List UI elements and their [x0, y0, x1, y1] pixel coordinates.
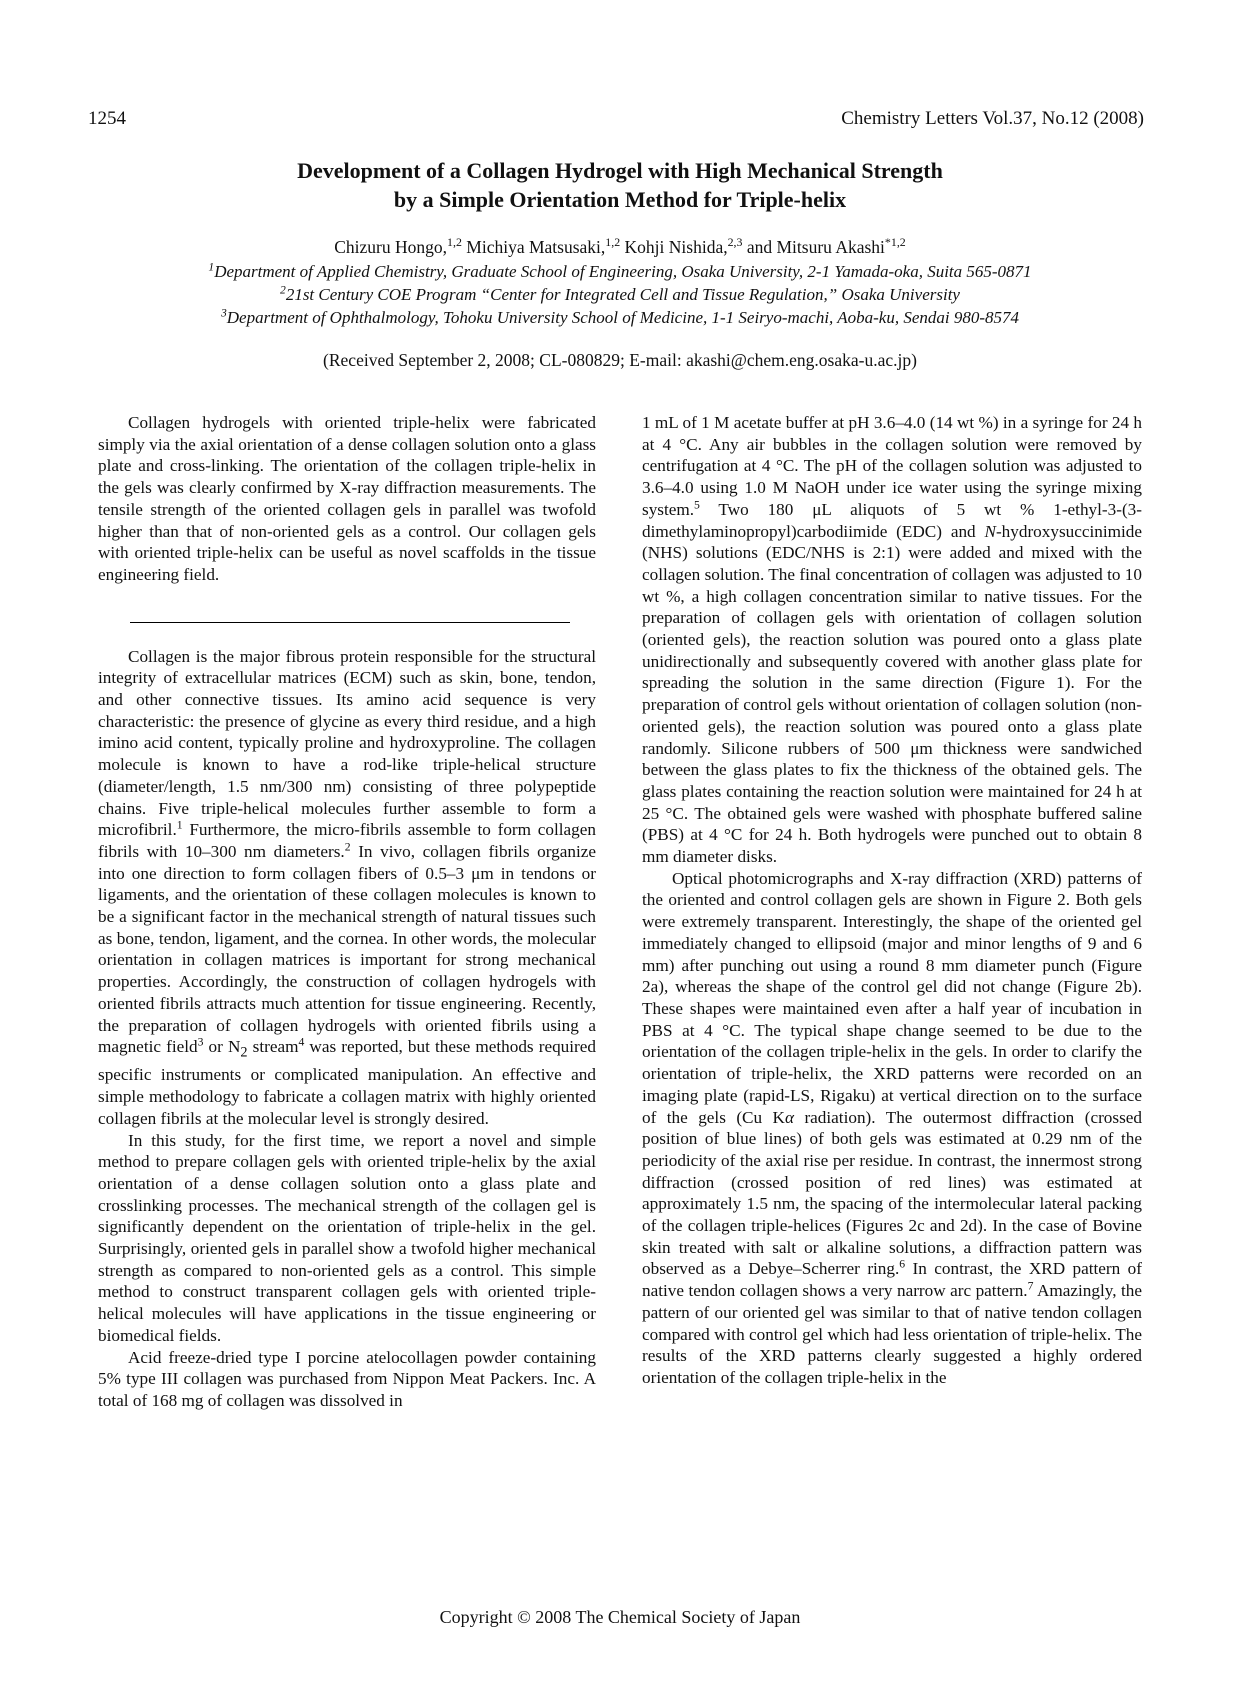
reference-5[interactable]: 5: [694, 498, 700, 512]
abstract: Collagen hydrogels with oriented triple-helix were fabricated simply via the axial orientation of a dense collagen solution onto a glass plate and cross-linking. The orientation of the collagen triple-helix in the gels was clearly confirmed by X-ray diffraction measurements. The tensile strength of the oriented collagen gels in parallel was twofold higher than that of non-oriented gels as a control. Our collagen gels with oriented triple-helix can be useful as novel scaffolds in the tissue engineering field.: [98, 413, 596, 584]
author-4-affil: *1,2: [884, 235, 906, 250]
body-paragraph-3-cont: 1 mL of 1 M acetate buffer at pH 3.6–4.0 (14 wt %) in a syringe for 24 h at 4 °C. Any air bubbles in the collagen solution were removed by centrifugation at 4 °C. The pH of the collagen solution was adjusted to 3.6–4.0 using 1.0 M NaOH under ice water using the syringe mixing system.$^5$ Two 180 μL aliquots of 5 wt % 1-ethyl-3-(3-dimethylaminopropyl)carbodiimide (EDC) and N-hydroxysuccinimide (NHS) solutions (EDC/NHS is 2:1) were added and mixed with the collagen solution. The final concentration of collagen was adjusted to 10 wt %, a high collagen concentration similar to native tissues. For the preparation of collagen gels with orientation of collagen solution (oriented gels), the reaction solution was poured onto a glass plate unidirectionally and subsequently covered with another glass plate for spreading the solution in the same direction (Figure 1). For the preparation of control gels without orientation of collagen solution (non-oriented gels), the reaction solution was poured onto a glass plate randomly. Silicone rubbers of 500 μm thickness were sandwiched between the glass plates to fix the thickness of the obtained gels. The glass plates containing the reaction solution were maintained for 24 h at 25 °C. The obtained gels were washed with phosphate buffered saline (PBS) at 4 °C for 24 h. Both hydrogels were punched out to obtain 8 mm diameter disks.: [642, 413, 1142, 867]
reference-2[interactable]: 2: [344, 840, 351, 854]
author-2-affil: 1,2: [605, 235, 621, 250]
title-line-2: by a Simple Orientation Method for Triple-helix: [393, 187, 847, 212]
copyright-footer: Copyright © 2008 The Chemical Society of Japan: [439, 1607, 801, 1627]
author-3-affil: 2,3: [727, 235, 743, 250]
body-paragraph-3-start: Acid freeze-dried type I porcine atelocollagen powder containing 5% type III collagen was purchased from Nippon Meat Packers. Inc. A total of 168 mg of collagen was dissolved in: [98, 1347, 596, 1410]
journal-citation: Chemistry Letters Vol.37, No.12 (2008): [841, 108, 1144, 129]
affiliation-3: $^3$Department of Ophthalmology, Tohoku University School of Medicine, 1-1 Seiryo-machi, Aoba-ku, Sendai 980-8574: [220, 306, 1020, 327]
author-1-affil: 1,2: [447, 235, 462, 250]
body-paragraph-4: Optical photomicrographs and X-ray diffraction (XRD) patterns of the oriented and control collagen gels are shown in Figure 2. Both gels were extremely transparent. Interestingly, the shape of the oriented gel immediately changed to ellipsoid (major and minor lengths of 9 and 6 mm) after punching out using a round 8 mm diameter punch (Figure 2a), whereas the shape of the control gel did not change (Figure 2b). These shapes were maintained even after a half year of incubation in PBS at 4 °C. The typical shape change seemed to be due to the orientation of the collagen triple-helix in the gels. In order to clarify the orientation of triple-helix, the XRD patterns were recorded on an imaging plate (rapid-LS, Rigaku) at vertical direction on to the surface of the gels (Cu Kα radiation). The outermost diffraction (crossed position of blue lines) of both gels was estimated at 0.29 nm of the periodicity of the axial rise per residue. In contrast, the innermost strong diffraction (crossed position of red lines) was estimated at approximately 1.5 nm, the spacing of the intermolecular lateral packing of the collagen triple-helices (Figures 2c and 2d). In the case of Bovine skin treated with salt or alkaline solutions, a diffraction pattern was observed as a Debye–Scherrer ring.$^6$ In contrast, the XRD pattern of native tendon collagen shows a very narrow arc pattern.$^7$ Amazingly, the pattern of our oriented gel was similar to that of native tendon collagen compared with control gel which had less orientation of triple-helix. The results of the XRD patterns clearly suggested a highly ordered orientation of the collagen triple-helix in the: [642, 868, 1142, 1387]
reference-4[interactable]: 4: [298, 1035, 305, 1049]
author-2: Michiya Matsusaki,: [461, 237, 606, 257]
left-column: [98, 412, 596, 1412]
body-paragraph-2: In this study, for the first time, we report a novel and simple method to prepare collagen gels with oriented triple-helix by the axial orientation of a dense collagen solution onto a glass plate and crosslinking processes. The mechanical strength of the collagen gel is significantly dependent on the orientation of triple-helix in the gel. Surprisingly, oriented gels in parallel show a twofold higher mechanical strength as compared to non-oriented gels as a control. This simple method to construct transparent collagen gels with oriented triple-helical molecules will have applications in the tissue engineering or biomedical fields.: [98, 1130, 596, 1345]
abstract-divider: [130, 622, 570, 623]
author-1: Chizuru Hongo,: [334, 237, 448, 257]
author-4: and Mitsuru Akashi: [742, 237, 885, 257]
author-3: Kohji Nishida,: [620, 237, 728, 257]
reference-7[interactable]: 7: [1027, 1279, 1034, 1293]
affiliation-1: $^1$Department of Applied Chemistry, Graduate School of Engineering, Osaka University, 2-1 Yamada-oka, Suita 565-0871: [208, 260, 1032, 281]
received-line: (Received September 2, 2008; CL-080829; E-mail: akashi@chem.eng.osaka-u.ac.jp): [323, 350, 917, 370]
reference-6[interactable]: 6: [899, 1257, 906, 1271]
affiliation-2: $^2$21st Century COE Program “Center for Integrated Cell and Tissue Regulation,” Osaka University: [280, 283, 960, 304]
affiliations: [100, 260, 1140, 329]
reference-3[interactable]: 3: [197, 1035, 204, 1049]
title-line-1: Development of a Collagen Hydrogel with High Mechanical Strength: [297, 158, 943, 183]
page-number: 1254: [88, 108, 126, 129]
right-column: [642, 412, 1142, 1389]
body-paragraph-1: Collagen is the major fibrous protein responsible for the structural integrity of extracellular matrices (ECM) such as skin, bone, tendon, and other connective tissues. Its amino acid sequence is very characteristic: the presence of glycine as every third residue, and a high imino acid content, typically proline and hydroxyproline. The collagen molecule is known to have a rod-like triple-helical structure (diameter/length, 1.5 nm/300 nm) consisting of three polypeptide chains. Five triple-helical molecules further assemble to form a microfibril.$^1$ Furthermore, the micro-fibrils assemble to form collagen fibrils with 10–300 nm diameters.$^2$ In vivo, collagen fibrils organize into one direction to form collagen fibers of 0.5–3 μm in tendons or ligaments, and the orientation of these collagen molecules is known to be a significant factor in the mechanical strength of natural tissues such as bone, tendon, ligament, and the cornea. In other words, the molecular orientation in collagen matrices is important for strong mechanical properties. Accordingly, the construction of collagen hydrogels with oriented fibrils attracts much attention for tissue engineering. Recently, the preparation of collagen hydrogels with oriented fibrils using a magnetic field$^3$ or $N_2$ stream$^4$ was reported, but these methods required specific instruments or complicated manipulation. An effective and simple methodology to fabricate a collagen matrix with highly oriented collagen fibrils at the molecular level is strongly desired.: [98, 646, 596, 1128]
paper-title: [120, 156, 1120, 214]
author-list: [100, 236, 1140, 258]
reference-1[interactable]: 1: [176, 818, 183, 832]
